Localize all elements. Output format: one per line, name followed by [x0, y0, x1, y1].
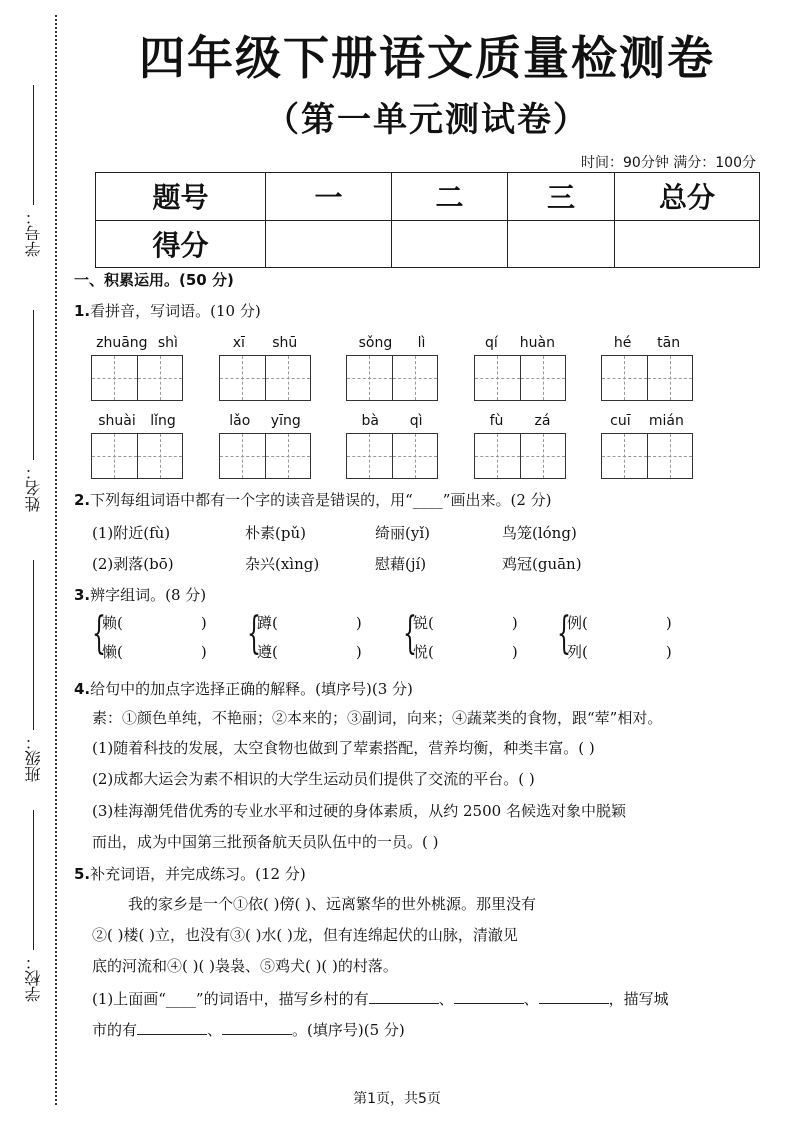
question-number: 1. [74, 302, 91, 320]
score-input-cell[interactable] [508, 220, 615, 268]
q4-sentence-2[interactable]: (2)成都大运会为素不相识的大学生运动员们提供了交流的平台。( ) [92, 770, 535, 788]
pinyin-syllable: shuài [98, 413, 136, 429]
question-text: 看拼音，写词语。(10 分) [90, 302, 261, 320]
word-pair-char: 悦( [413, 643, 434, 661]
word-pair-group [247, 608, 377, 662]
question-number: 5. [74, 865, 91, 883]
pinyin-label [219, 335, 311, 355]
answer-blank[interactable] [137, 1017, 207, 1035]
class-field[interactable] [18, 560, 48, 782]
q4-sentence-3b[interactable]: 而出，成为中国第三批预备航天员队伍中的一员。( ) [92, 833, 439, 851]
question-number: 3. [74, 586, 91, 604]
question-4-heading [74, 678, 413, 699]
tianzige-cell[interactable] [92, 356, 137, 400]
pinyin-writing-item [601, 413, 693, 479]
question-text: 下列每组词语中都有一个字的读音是错误的，用“____”画出来。(2 分) [90, 491, 552, 509]
pinyin-writing-item [91, 335, 183, 401]
q2-item[interactable]: 绮丽(yǐ) [375, 524, 430, 542]
pinyin-label [601, 335, 693, 355]
pinyin-writing-item [219, 413, 311, 479]
q5-sub1-line-1 [92, 986, 669, 1009]
pinyin-writing-item [474, 413, 566, 479]
pinyin-writing-item [219, 335, 311, 401]
word-pair-char: 遵( [257, 643, 278, 661]
pinyin-syllable: tān [657, 335, 681, 351]
pinyin-syllable: cuī [610, 413, 631, 429]
brace-glyph: { [557, 608, 571, 659]
pinyin-syllable: lì [417, 335, 426, 351]
q5-paragraph-line-2[interactable]: ②( )楼( )立，也没有③( )水( )龙，但有连绵起伏的山脉，清澈见 [92, 926, 518, 944]
question-number: 2. [74, 491, 91, 509]
close-paren: ) [355, 614, 362, 632]
pinyin-syllable: fù [489, 413, 504, 429]
tianzige-cell[interactable] [220, 434, 265, 478]
pinyin-label [91, 335, 183, 355]
pinyin-syllable: zhuāng [96, 335, 148, 351]
school-label: 学校： [23, 954, 43, 1002]
tianzige-cell[interactable] [265, 356, 311, 400]
tianzige-cell[interactable] [647, 356, 693, 400]
name-blank[interactable] [33, 310, 34, 460]
section-title: 一、积累运用。(50 分) [74, 271, 234, 289]
tianzige-cell[interactable] [520, 356, 566, 400]
tianzige-cell[interactable] [647, 434, 693, 478]
close-paren: ) [511, 643, 518, 661]
q4-sentence-1[interactable]: (1)随着科技的发展，太空食物也做到了荤素搭配，营养均衡，种类丰富。( ) [92, 739, 595, 757]
tianzige-cell[interactable] [92, 434, 137, 478]
tianzige-cell[interactable] [475, 356, 520, 400]
class-label: 班级： [23, 734, 43, 782]
word-pair-char: 蹲( [257, 614, 278, 632]
tianzige-grid[interactable] [601, 433, 693, 479]
tianzige-cell[interactable] [392, 434, 438, 478]
word-pair-char: 懒( [102, 643, 123, 661]
tianzige-grid[interactable] [346, 433, 438, 479]
word-pair-char: 赖( [102, 614, 123, 632]
pinyin-label [346, 413, 438, 433]
pinyin-syllable: mián [648, 413, 684, 429]
word-pair-line[interactable] [413, 641, 518, 662]
word-pair-line[interactable] [257, 612, 362, 633]
word-pair-line[interactable] [413, 612, 518, 633]
pinyin-label [91, 413, 183, 433]
pinyin-syllable: yīng [270, 413, 301, 429]
word-pair-char: 锐( [413, 614, 434, 632]
word-pair-line[interactable] [257, 641, 362, 662]
q2-item[interactable]: 慰藉(jí) [375, 555, 427, 573]
separator: 、 [523, 990, 539, 1008]
word-pair-line[interactable] [102, 612, 207, 633]
page-subtitle: （第一单元测试卷） [265, 100, 589, 140]
tianzige-cell[interactable] [265, 434, 311, 478]
school-blank[interactable] [33, 810, 34, 950]
q2-item[interactable]: 朴素(pǔ) [245, 524, 306, 542]
tianzige-cell[interactable] [347, 434, 392, 478]
pinyin-syllable: qí [485, 335, 498, 351]
binding-line [55, 15, 57, 1105]
close-paren: ) [200, 643, 207, 661]
page-footer: 第1页，共5页 [353, 1091, 441, 1107]
time-info: 时间：90分钟 满分：100分 [581, 155, 756, 171]
tianzige-cell[interactable] [602, 434, 647, 478]
pinyin-label [601, 413, 693, 433]
question-2-heading [74, 489, 552, 510]
pinyin-label [346, 335, 438, 355]
question-text: 补充词语，并完成练习。(12 分) [90, 865, 306, 883]
tianzige-cell[interactable] [602, 356, 647, 400]
student-no-field[interactable] [18, 85, 48, 257]
brace-glyph: { [403, 608, 417, 659]
q2-item[interactable]: (2)剥落(bō) [92, 555, 174, 573]
q5-sub1-text: ，描写城 [608, 990, 669, 1008]
close-paren: ) [665, 614, 672, 632]
tianzige-grid[interactable] [219, 433, 311, 479]
score-table-score-row [96, 220, 760, 268]
word-pair-line[interactable] [567, 641, 672, 662]
pinyin-label [474, 413, 566, 433]
score-input-cell[interactable] [392, 220, 508, 268]
q5-paragraph-line-1[interactable]: 我的家乡是一个①依( )傍( )、远离繁华的世外桃源。那里没有 [128, 895, 536, 913]
pinyin-syllable: hé [613, 335, 632, 351]
q2-item[interactable]: 鸡冠(guān) [502, 555, 582, 573]
question-text: 辨字组词。(8 分) [90, 586, 207, 604]
tianzige-grid[interactable] [91, 433, 183, 479]
answer-blank[interactable] [222, 1017, 292, 1035]
name-field[interactable] [18, 310, 48, 512]
pinyin-label [474, 335, 566, 355]
q5-paragraph-line-3[interactable]: 底的河流和④( )( )袅袅、⑤鸡犬( )( )的村落。 [92, 957, 398, 975]
word-pair-line[interactable] [567, 612, 672, 633]
question-number: 4. [74, 680, 91, 698]
word-pair-group [92, 608, 222, 662]
tianzige-cell[interactable] [347, 356, 392, 400]
school-field[interactable] [18, 810, 48, 1002]
close-paren: ) [665, 643, 672, 661]
student-no-label: 学号： [23, 209, 43, 257]
score-header-cell: 总分 [615, 173, 760, 221]
class-blank[interactable] [33, 560, 34, 730]
q2-item[interactable]: 杂兴(xìng) [245, 555, 320, 573]
tianzige-cell[interactable] [392, 356, 438, 400]
tianzige-grid[interactable] [474, 433, 566, 479]
tianzige-cell[interactable] [475, 434, 520, 478]
q5-sub1-text: 。(填序号)(5 分) [292, 1021, 405, 1039]
score-row-label: 得分 [96, 220, 266, 268]
question-1-heading [74, 300, 261, 321]
q5-sub1-text: 市的有 [92, 1021, 138, 1039]
brace-glyph: { [92, 608, 106, 659]
q4-definition: 素：①颜色单纯，不艳丽；②本来的；③副词，向来；④蔬菜类的食物，跟“荤”相对。 [92, 709, 663, 727]
tianzige-cell[interactable] [220, 356, 265, 400]
name-label: 姓名： [23, 464, 43, 512]
question-5-heading [74, 863, 306, 884]
pinyin-writing-item [91, 413, 183, 479]
pinyin-syllable: huàn [519, 335, 555, 351]
question-text: 给句中的加点字选择正确的解释。(填序号)(3 分) [90, 680, 413, 698]
q2-item[interactable]: (1)附近(fù) [92, 524, 171, 542]
pinyin-syllable: zá [534, 413, 551, 429]
separator: 、 [207, 1021, 223, 1039]
pinyin-syllable: lǐng [150, 413, 176, 429]
pinyin-syllable: xī [232, 335, 245, 351]
tianzige-grid[interactable] [91, 355, 183, 401]
pinyin-syllable: shì [157, 335, 178, 351]
close-paren: ) [511, 614, 518, 632]
q4-sentence-3a: (3)桂海潮凭借优秀的专业水平和过硬的身体素质，从约 2500 名候选对象中脱颖 [92, 802, 626, 820]
pinyin-syllable: qì [409, 413, 423, 429]
tianzige-grid[interactable] [601, 355, 693, 401]
word-pair-group [557, 608, 687, 662]
pinyin-writing-item [601, 335, 693, 401]
tianzige-grid[interactable] [219, 355, 311, 401]
q5-sub1-text: (1)上面画“____”的词语中，描写乡村的有 [92, 990, 369, 1008]
score-header-cell: 二 [392, 173, 508, 221]
close-paren: ) [200, 614, 207, 632]
q2-item[interactable]: 鸟笼(lóng) [502, 524, 577, 542]
word-pair-line[interactable] [102, 641, 207, 662]
pinyin-writing-item [474, 335, 566, 401]
pinyin-syllable: lǎo [229, 413, 251, 429]
pinyin-syllable: bà [361, 413, 379, 429]
pinyin-writing-item [346, 413, 438, 479]
score-table [95, 172, 760, 268]
pinyin-writing-item [346, 335, 438, 401]
pinyin-syllable: sǒng [358, 335, 393, 351]
q5-sub1-line-2 [92, 1017, 405, 1040]
tianzige-cell[interactable] [520, 434, 566, 478]
tianzige-cell[interactable] [137, 434, 183, 478]
word-pair-group [403, 608, 533, 662]
pinyin-label [219, 413, 311, 433]
score-input-cell[interactable] [266, 220, 392, 268]
score-header-cell: 一 [266, 173, 392, 221]
word-pair-char: 列( [567, 643, 588, 661]
score-header-cell: 三 [508, 173, 615, 221]
student-no-blank[interactable] [33, 85, 34, 205]
score-header-cell: 题号 [96, 173, 266, 221]
tianzige-grid[interactable] [474, 355, 566, 401]
answer-blank[interactable] [539, 986, 609, 1004]
question-3-heading [74, 584, 206, 605]
answer-blank[interactable] [369, 986, 439, 1004]
tianzige-grid[interactable] [346, 355, 438, 401]
page-title: 四年级下册语文质量检测卷 [139, 31, 715, 85]
pinyin-syllable: shū [272, 335, 298, 351]
score-table-header-row [96, 173, 760, 221]
tianzige-cell[interactable] [137, 356, 183, 400]
separator: 、 [438, 990, 454, 1008]
close-paren: ) [355, 643, 362, 661]
brace-glyph: { [247, 608, 261, 659]
score-input-cell[interactable] [615, 220, 760, 268]
word-pair-char: 例( [567, 614, 588, 632]
answer-blank[interactable] [454, 986, 524, 1004]
